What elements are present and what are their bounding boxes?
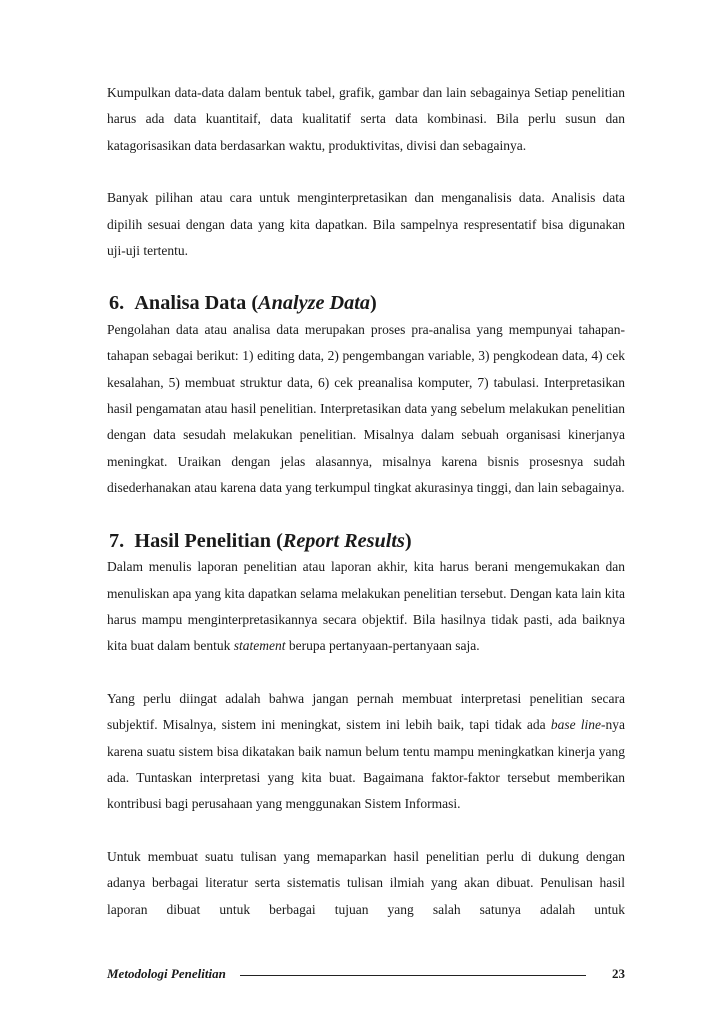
section-7-title-close: ) — [404, 529, 412, 552]
section-6-body: Pengolahan data atau analisa data merupakan proses pra-analisa yang mempunyai tahapan-tahapan sebagai berikut: 1) editing data, 2) pengembangan variable, 3) pengkodean data, 4) cek kesalahan, 5) membuat struktur data, 6) cek preanalisa komputer, 7) tabulasi. Interpretasikan hasil pengamatan atau hasil penelitian. Interpretasikan data yang sebelum melakukan penelitian dengan data sesudah melakukan penelitian. Misalnya dalam sebuah organisasi kinerjanya meningkat. Uraikan dengan jelas alasannya, misalnya karena bisnis prosesnya sudah disederhanakan atau karena data yang terkumpul tingkat akurasinya tinggi, dan lain sebagainya. — [107, 321, 625, 496]
section-6-number: 6. — [109, 292, 125, 315]
base-line-term: base line — [550, 717, 601, 733]
section-7-body-a-end: berupa pertanyaan-pertanyaan saja. — [285, 638, 480, 654]
section-6-heading — [107, 290, 625, 316]
page-body — [107, 80, 625, 923]
section-7-body-a-text: Dalam menulis laporan penelitian atau laporan akhir, kita harus berani mengemukakan dan menuliskan apa yang kita dapatkan selama melakukan penelitian tersebut. Dengan kata lain kita harus mampu menginterpretasikannya secara objektif. Bila hasilnya tidak pasti, ada baiknya kita buat dalam bentuk — [107, 559, 625, 654]
section-7-title-italic: Report Results — [282, 529, 405, 552]
section-7-body-a — [107, 554, 625, 660]
section-6-title: Analisa Data ( — [134, 292, 259, 315]
section-7-number: 7. — [109, 529, 125, 552]
page-footer — [107, 961, 625, 987]
section-7-body-c: Untuk membuat suatu tulisan yang memaparkan hasil penelitian perlu di dukung dengan adanya berbagai literatur serta sistematis tulisan ilmiah yang akan dibuat. Penulisan hasil laporan dibuat untuk berbagai tujuan yang salah satunya adalah untuk — [107, 848, 625, 917]
statement-term: statement — [233, 638, 286, 654]
section-6-title-close: ) — [370, 292, 377, 315]
footer-title: Metodologi Penelitian — [107, 966, 226, 981]
paragraph-interpretation-options: Banyak pilihan atau cara untuk menginterpretasikan dan menganalisis data. Analisis data dipilih sesuai dengan data yang kita dapatkan. Bila sampelnya respresentatif bisa digunakan uji-uji tertentu. — [107, 190, 625, 259]
section-7-body-b-text: Yang perlu diingat adalah bahwa jangan pernah membuat interpretasi penelitian secara subjektif. Misalnya, sistem ini meningkat, sistem ini lebih baik, tapi tidak ada — [107, 690, 625, 733]
section-7-body-b-end: -nya karena suatu sistem bisa dikatakan baik namun belum tentu mampu meningkatkan kinerja yang ada. Tuntaskan interpretasi yang kita buat. Bagaimana faktor-faktor tersebut memberikan kontribusi bagi perusahaan yang menggunakan Sistem Informasi. — [107, 717, 625, 812]
section-7-title: Hasil Penelitian ( — [134, 529, 283, 552]
footer-rule — [240, 975, 586, 976]
section-7-heading — [107, 528, 625, 554]
section-7-body-b — [107, 686, 625, 818]
paragraph-data-collection: Kumpulkan data-data dalam bentuk tabel, grafik, gambar dan lain sebagainya Setiap penelitian harus ada data kuantitaif, data kualitatif serta data kombinasi. Bila perlu susun dan katagorisasikan data berdasarkan waktu, produktivitas, divisi dan sebagainya. — [107, 85, 625, 153]
section-6-title-italic: Analyze Data — [258, 292, 371, 315]
page-number: 23 — [612, 966, 625, 981]
